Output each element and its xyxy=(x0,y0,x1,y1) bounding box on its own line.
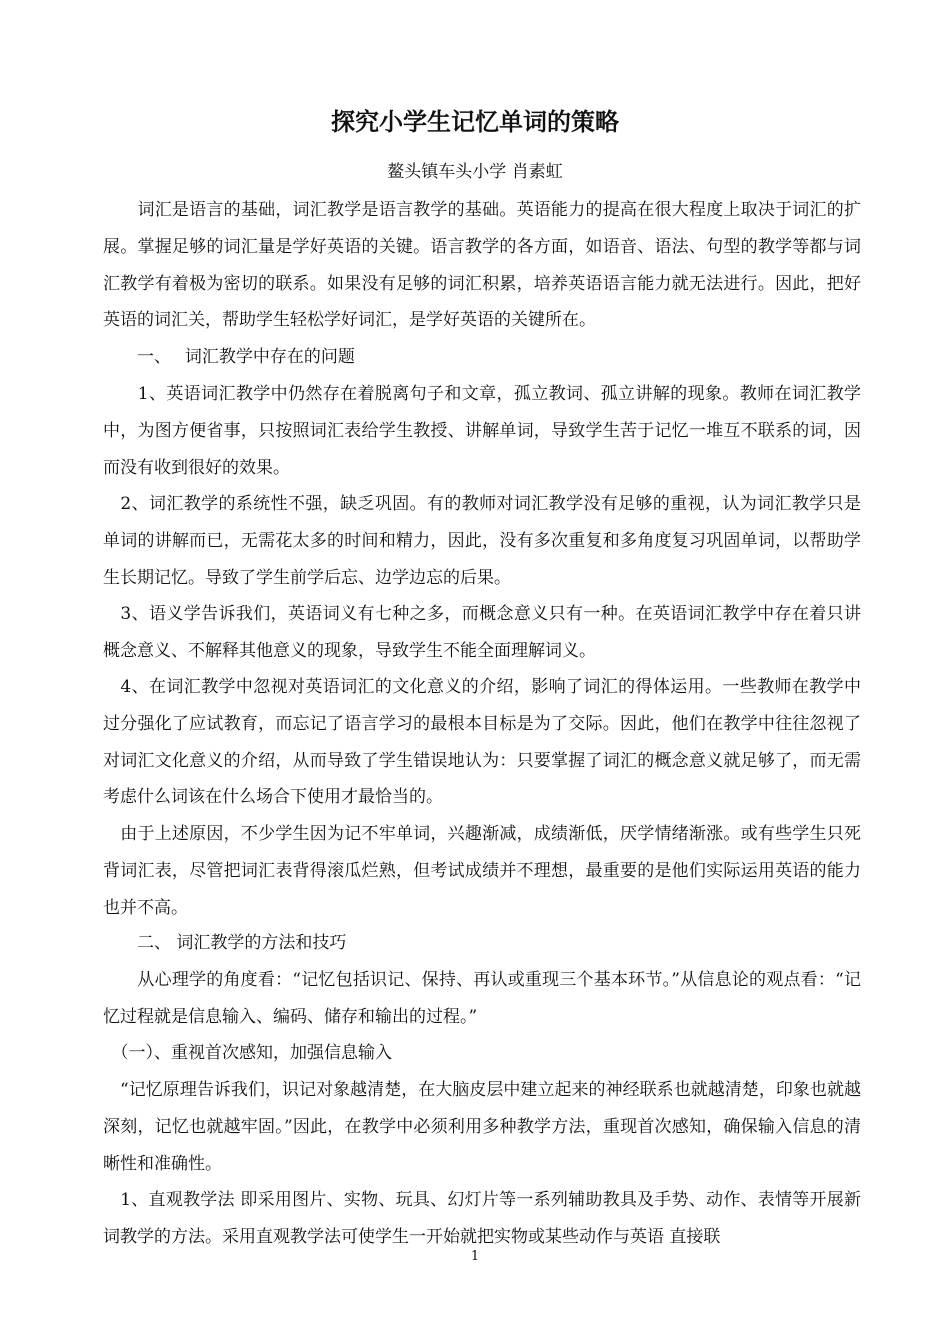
section-heading-2: 二、 词汇教学的方法和技巧 xyxy=(103,933,347,953)
paragraph-problem-4: 4、在词汇教学中忽视对英语词汇的文化意义的介绍，影响了词汇的得体运用。一些教师在教学中过分强化了应试教育，而忘记了语言学习的最根本目标是为了交际。因此，他们在教学中往往忽视了对词汇文化意义的介绍，从而导致了学生错误地认为：只要掌握了词汇的概念意义就足够了，而无需考虑什么词该在什么场合下使用才最恰当的。 xyxy=(103,677,861,808)
paragraph-memory-principle: “记忆原理告诉我们，识记对象越清楚，在大脑皮层中建立起来的神经联系也就越清楚，印象也就越深刻，记忆也就越牢固。”因此，在教学中必须利用多种教学方法，重现首次感知，确保输入信息的清晰性和准确性。 xyxy=(103,1080,861,1174)
paragraph-problem-3: 3、语义学告诉我们，英语词义有七种之多，而概念意义只有一种。在英语词汇教学中存在着只讲概念意义、不解释其他意义的现象，导致学生不能全面理解词义。 xyxy=(103,604,861,661)
paragraph-summary: 由于上述原因，不少学生因为记不牢单词，兴趣渐减，成绩渐低，厌学情绪渐涨。或有些学生只死背词汇表，尽管把词汇表背得滚瓜烂熟，但考试成绩并不理想，最重要的是他们实际运用英语的能力也并不高。 xyxy=(103,824,861,918)
page-number: 1 xyxy=(470,1249,480,1264)
section-heading-1: 一、 词汇教学中存在的问题 xyxy=(103,347,355,367)
paragraph-intro: 词汇是语言的基础，词汇教学是语言教学的基础。英语能力的提高在很大程度上取决于词汇的扩展。掌握足够的词汇量是学好英语的关键。语言教学的各方面，如语音、语法、句型的教学等都与词汇教学有着极为密切的联系。如果没有足够的词汇积累，培养英语语言能力就无法进行。因此，把好英语的词汇关，帮助学生轻松学好词汇，是学好英语的关键所在。 xyxy=(103,200,861,331)
paragraph-problem-1: 1、英语词汇教学中仍然存在着脱离句子和文章，孤立教词、孤立讲解的现象。教师在词汇教学中，为图方便省事，只按照词汇表给学生教授、讲解单词，导致学生苦于记忆一堆互不联系的词，因而没有收到很好的效果。 xyxy=(103,384,861,478)
paragraph-psychology: 从心理学的角度看：“记忆包括识记、保持、再认或重现三个基本环节。”从信息论的观点看：“记忆过程就是信息输入、编码、储存和输出的过程。” xyxy=(103,970,861,1027)
paragraph-problem-2: 2、词汇教学的系统性不强，缺乏巩固。有的教师对词汇教学没有足够的重视，认为词汇教学只是单词的讲解而已，无需花太多的时间和精力，因此，没有多次重复和多角度复习巩固单词，以帮助学生长期记忆。导致了学生前学后忘、边学边忘的后果。 xyxy=(103,494,861,588)
document-title: 探究小学生记忆单词的策略 xyxy=(331,108,619,136)
paragraph-method-1: 1、直观教学法 即采用图片、实物、玩具、幻灯片等一系列辅助教具及手势、动作、表情等开展新词教学的方法。采用直观教学法可使学生一开始就把实物或某些动作与英语 直接联 xyxy=(103,1190,861,1247)
subsection-heading-1: （一）、重视首次感知，加强信息输入 xyxy=(103,1043,392,1063)
author-line: 鳌头镇车头小学 肖素虹 xyxy=(387,162,563,182)
